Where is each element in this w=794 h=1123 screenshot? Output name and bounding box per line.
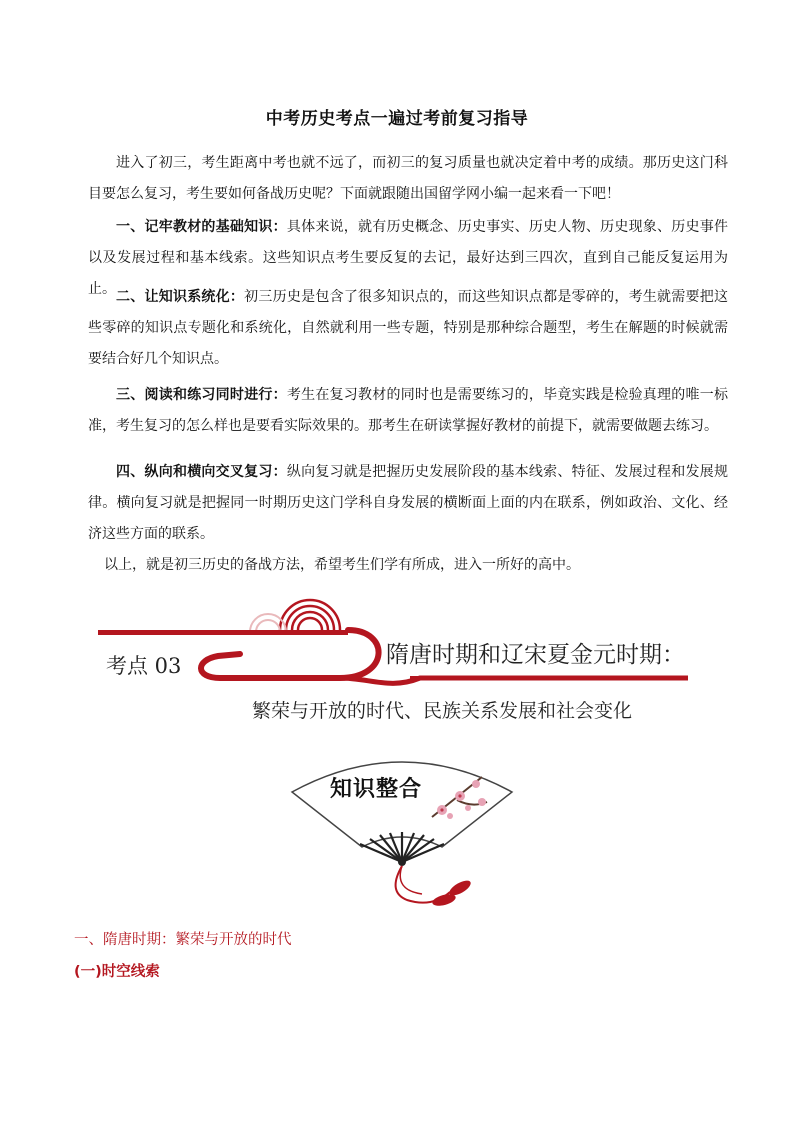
section-body-1: 具体来说，就有历史概念、历史事实、历史人物、历史现象、历史事件以及发展过程和基本线索。这些知识点考生要反复的去记，最好达到三四次，直到自己能反复运用为止。 xyxy=(88,219,729,297)
topic-label: 考点 03 xyxy=(106,654,182,678)
section-paragraph-2 xyxy=(88,282,728,375)
closing-paragraph: 以上，就是初三历史的备战方法，希望考生们学有所成，进入一所好的高中。 xyxy=(104,557,580,573)
heading-sui-tang: 一、隋唐时期：繁荣与开放的时代 xyxy=(74,932,292,948)
section-body-4: 纵向复习就是把握历史发展阶段的基本线索、特征、发展过程和发展规律。横向复习就是把握同一时期历史这门学科自身发展的横断面上面的内在联系，例如政治、文化、经济这些方面的联系。 xyxy=(88,464,729,542)
section-paragraph-4 xyxy=(88,457,728,550)
knowledge-fan xyxy=(282,742,522,912)
folding-fan-icon xyxy=(282,742,522,912)
topic-subtitle: 繁荣与开放的时代、民族关系发展和社会变化 xyxy=(252,700,633,722)
section-head-2: 二、让知识系统化： xyxy=(116,289,245,305)
intro-paragraph: 进入了初三，考生距离中考也就不远了，而初三的复习质量也就决定着中考的成绩。那历史这门科目要怎么复习，考生要如何备战历史呢？下面就跟随出国留学网小编一起来看一下吧！ xyxy=(88,155,728,202)
section-head-3: 三、阅读和练习同时进行： xyxy=(116,387,287,403)
heading-timeline: (一)时空线索 xyxy=(74,964,160,980)
page-title: 中考历史考点一遍过考前复习指导 xyxy=(265,109,529,129)
fan-caption: 知识整合 xyxy=(330,776,423,802)
topic-banner xyxy=(90,598,710,738)
topic-title: 隋唐时期和辽宋夏金元时期： xyxy=(386,642,685,668)
section-head-1: 一、记牢教材的基础知识： xyxy=(116,219,287,235)
section-head-4: 四、纵向和横向交叉复习： xyxy=(116,464,287,480)
section-paragraph-3 xyxy=(88,380,728,442)
section-body-2: 初三历史是包含了很多知识点的，而这些知识点都是零碎的，考生就需要把这些零碎的知识点专题化和系统化，自然就利用一些专题，特别是那种综合题型，考生在解题的时候就需要结合好几个知识点。 xyxy=(88,289,729,367)
section-body-3: 考生在复习教材的同时也是需要练习的，毕竟实践是检验真理的唯一标准，考生复习的怎么样也是要看实际效果的。那考生在研读掌握好教材的前提下，就需要做题去练习。 xyxy=(88,387,729,434)
